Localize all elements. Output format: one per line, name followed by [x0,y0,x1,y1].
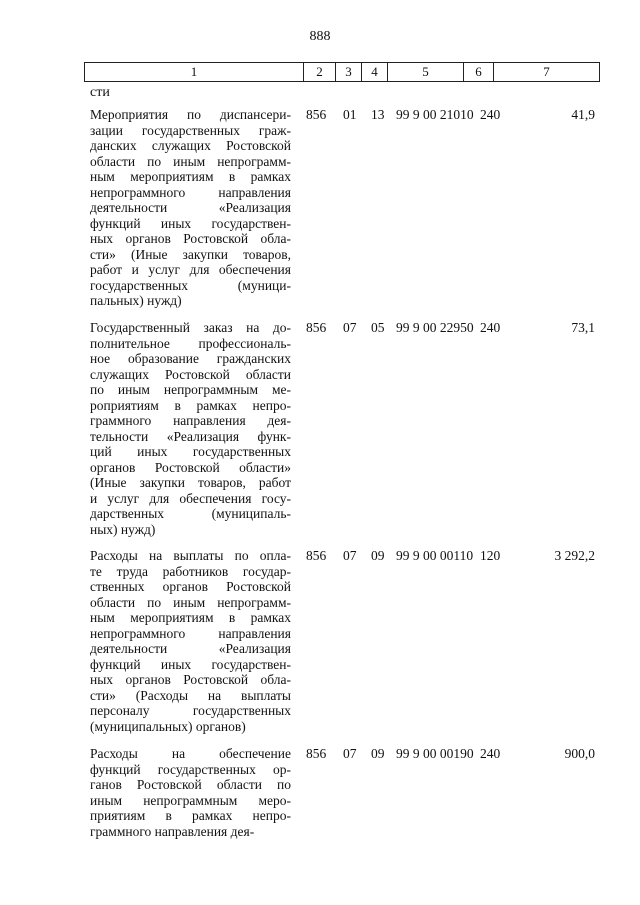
description-line: служащих Ростовской области [90,366,291,382]
cell-col-2: 856 [306,320,327,335]
cell-col-2: 856 [306,107,327,122]
description-line: области по иным непрограмм- [90,594,291,610]
description-line: функций государственных ор- [90,761,291,777]
cell-col-7: 900,0 [564,746,595,761]
header-col-6: 6 [463,63,493,81]
description-line: непрограммного направления [90,184,291,200]
description-line: иным непрограммным меро- [90,792,291,808]
cell-col-6: 120 [480,548,501,563]
description-line: ных органов Ростовской обла- [90,672,291,687]
description-line: сти» (Иные закупки товаров, [90,246,291,262]
description-line: и услуг для обеспечения госу- [90,490,291,506]
cell-col-3: 07 [343,746,357,761]
cell-col-6: 240 [480,107,501,122]
cell-col-3: 01 [343,107,357,122]
description-line: тельности «Реализация функ- [90,428,291,444]
description-line: ных органов Ростовской обла- [90,231,291,246]
cell-col-6: 240 [480,746,501,761]
description-line: области по иным непрограмм- [90,153,291,169]
cell-col-4: 09 [371,746,385,761]
description-line: ное образование гражданских [90,351,291,366]
description-line: органов Ростовской области» [90,459,291,475]
header-col-2: 2 [303,63,335,81]
description-line: граммного направления дея- [90,823,255,839]
description-line: непрограммного направления [90,625,291,641]
description-line: персоналу государственных [90,703,291,718]
cell-col-2: 856 [306,746,327,761]
cell-col-5: 99 9 00 00190 [396,746,474,761]
cell-col-7: 3 292,2 [554,548,595,563]
header-col-3: 3 [335,63,361,81]
page-number: 888 [309,29,331,44]
description-line: ганов Ростовской области по [90,777,291,792]
description-line: работ и услуг для обеспечения [90,262,291,277]
cell-col-7: 41,9 [571,107,595,122]
row-description [90,746,291,839]
description-line: функций иных государствен- [90,656,291,672]
description-line: роприятиям в рамках непро- [90,397,291,413]
table-header [84,62,600,82]
cell-col-4: 13 [371,107,385,122]
description-line: пальных) нужд) [90,293,182,308]
description-line: по иным непрограммным ме- [90,382,291,397]
header-col-1: 1 [190,64,198,79]
description-line: (Иные закупки товаров, работ [90,475,291,490]
cell-col-5: 99 9 00 00110 [396,548,474,563]
cell-col-3: 07 [343,548,357,563]
description-line: ций иных государственных [90,444,291,459]
row-description [90,320,291,537]
description-line: Расходы на выплаты по опла- [90,548,291,563]
description-line: данских служащих Ростовской [90,138,291,153]
description-line: функций иных государствен- [90,215,291,231]
description-line: приятиям в рамках непро- [90,808,291,823]
cell-col-3: 07 [343,320,357,335]
cell-col-5: 99 9 00 22950 [396,320,474,335]
description-line: Государственный заказ на до- [90,320,291,335]
description-line: деятельности «Реализация [90,641,291,656]
cell-col-6: 240 [480,320,501,335]
description-line: дарственных (муниципаль- [90,506,291,521]
header-col-7: 7 [493,63,599,81]
description-line: Расходы на обеспечение [90,746,291,761]
cell-col-4: 05 [371,320,385,335]
description-line: ных) нужд) [90,521,156,537]
row-description [90,107,291,309]
row-description [90,548,291,734]
continuation-text: сти [90,85,110,100]
cell-col-2: 856 [306,548,327,563]
description-line: государственных (муници- [90,277,291,293]
cell-col-5: 99 9 00 21010 [396,107,474,122]
description-line: полнительное профессиональ- [90,335,291,351]
cell-col-4: 09 [371,548,385,563]
description-line: Мероприятия по диспансери- [90,107,291,122]
description-line: те труда работников государ- [90,563,291,579]
description-line: граммного направления дея- [90,413,291,428]
description-line: ственных органов Ростовской [90,579,291,594]
description-line: деятельности «Реализация [90,200,291,215]
header-col-5: 5 [387,63,463,81]
description-line: ным мероприятиям в рамках [90,169,291,184]
header-col-4: 4 [361,63,387,81]
description-line: сти» (Расходы на выплаты [90,687,291,703]
description-line: зации государственных граж- [90,122,291,138]
description-line: (муниципальных) органов) [90,718,246,734]
cell-col-7: 73,1 [571,320,595,335]
description-line: ным мероприятиям в рамках [90,610,291,625]
